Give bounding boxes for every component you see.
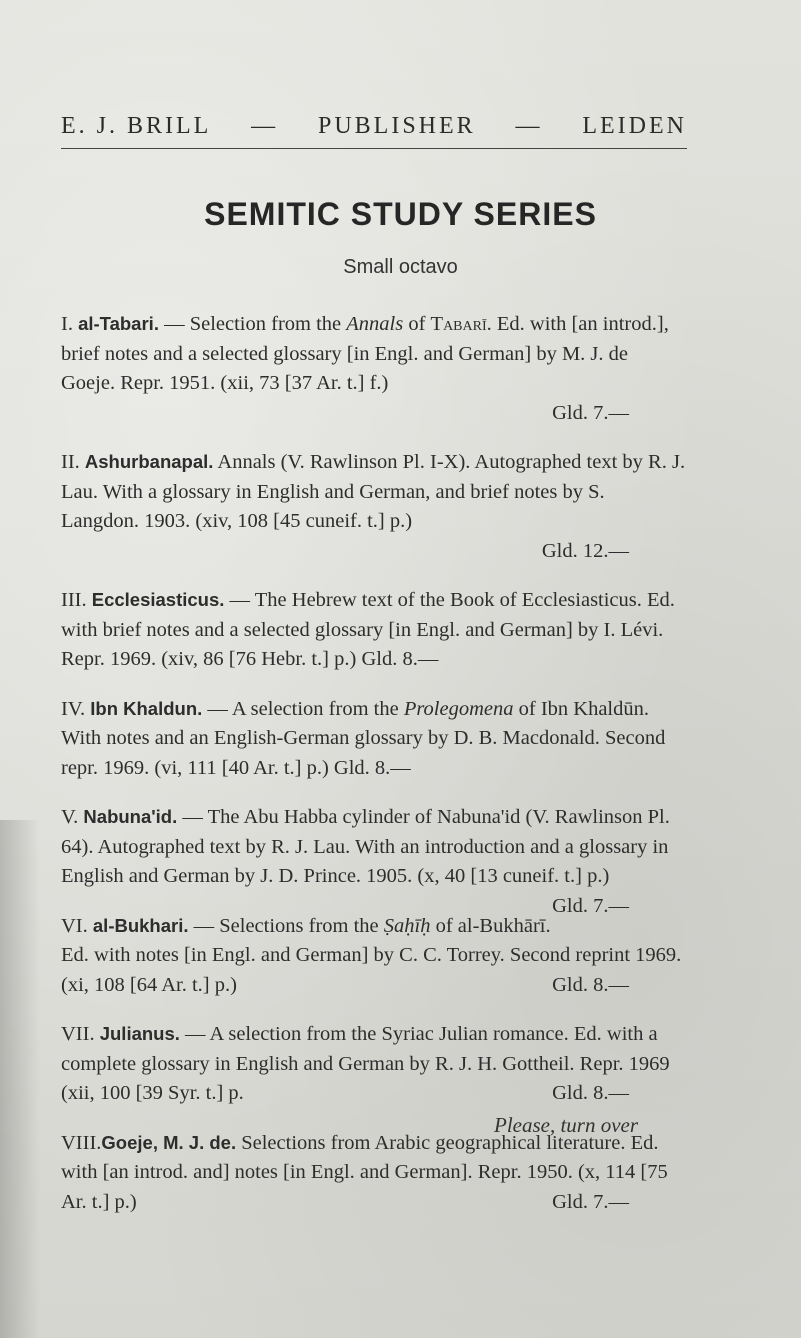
list-item [61,585,687,675]
entry-text: — Selection from the [158,313,347,335]
list-item [61,911,687,1001]
entry-italic-title: Annals [346,313,404,335]
turn-over-note: Please, turn over [494,1113,639,1137]
entry-text: — A selection from the [202,697,404,720]
entry-text: of al-Bukhārī. Ed. with notes [in Engl. and German] by C. C. Torrey. Second reprint 1969. (xi, 108 [64 Ar. t.] p.) [61,914,682,996]
header-city: LEIDEN [582,113,687,139]
entry-number: IV. [61,697,86,720]
series-list [61,309,687,1236]
entry-heading: Ecclesiasticus. [91,589,225,610]
page-edge-shadow [0,820,40,1338]
list-item [61,309,687,428]
header-separator: — [251,113,279,139]
entry-text: Selections from Arabic geographical literature. Ed. with [an introd. and] notes [in Engl. and German]. Repr. 1950. (x, 114 [75 Ar. t.] p.) [61,1131,668,1213]
entry-heading: Julianus. [99,1023,180,1044]
entry-author: Tabarī [430,313,487,335]
entry-number: V. [61,806,79,828]
header-publisher-name: E. J. BRILL [61,113,212,139]
entry-italic-title: Prolegomena [403,697,514,720]
entry-price: Gld. 8.— [361,648,439,670]
entry-heading: Ashurbanapal. [84,451,214,472]
entry-number: VIII. [61,1131,102,1154]
entry-text: of Ibn Khaldūn. With notes and an English-German glossary by D. B. Macdonald. Second repr. 1969. (vi, 111 [40 Ar. t.] p.) [61,697,666,779]
entry-price: Gld. 7.— [552,894,629,917]
publisher-header [61,113,687,149]
entry-price: Gld. 8.— [333,756,411,779]
entry-italic-title: Ṣaḥīḥ [383,914,431,937]
entry-price: Gld. 7.— [552,1190,629,1213]
list-item [61,1128,687,1218]
entry-text: — The Hebrew text of the Book of Ecclesiasticus. Ed. with brief notes and a selected glossary [in Engl. and German] by I. Lévi. Repr. 1969. (xiv, 86 [76 Hebr. t.] p.) [61,589,675,670]
entry-price: Gld. 8.— [552,1082,629,1104]
page-title: SEMITIC STUDY SERIES [204,196,597,232]
entry-text: . Ed. with [an introd.], brief notes and a selected glossary [in Engl. and German] by M. J. de Goeje. Repr. 1951. (xii, 73 [37 Ar. t.] f.) [61,313,669,394]
entry-text: Annals (V. Rawlinson Pl. I-X). Autographed text by R. J. Lau. With a glossary in English and German, and brief notes by S. Langdon. 1903. (xiv, 108 [45 cuneif. t.] p.) [61,451,686,532]
header-publisher-label: PUBLISHER [317,113,476,139]
entry-heading: Ibn Khaldun. [90,697,203,719]
entry-number: III. [61,589,87,611]
entry-text: — The Abu Habba cylinder of Nabuna'id (V. Rawlinson Pl. 64). Autographed text by R. J. Lau. With an introduction and a glossary in English and German by J. D. Prince. 1905. (x, 40 [13 cuneif. t.] p.) [61,806,670,887]
entry-number: VII. [61,1023,95,1045]
header-separator: — [515,113,543,139]
entry-number: I. [61,313,73,335]
entry-number: VI. [61,914,88,937]
list-item [61,1019,687,1109]
entry-price: Gld. 8.— [552,973,629,996]
page-subtitle: Small octavo [343,256,458,278]
entry-heading: Nabuna'id. [83,806,178,827]
entry-heading: al-Tabari. [78,313,159,334]
entry-price: Gld. 12.— [541,539,629,562]
entry-text: — A selection from the Syriac Julian romance. Ed. with a complete glossary in English and German by R. J. H. Gottheil. Repr. 1969 (xii, 100 [39 Syr. t.] p. [61,1023,670,1104]
entry-text: of [403,313,431,335]
entry-text: — Selections from the [188,914,384,937]
entry-price: Gld. 7.— [552,401,629,424]
list-item [61,694,687,784]
list-item [61,802,687,917]
entry-heading: Goeje, M. J. de. [101,1131,237,1153]
list-item [61,447,687,566]
entry-number: II. [61,451,80,473]
entry-heading: al-Bukhari. [92,914,189,936]
